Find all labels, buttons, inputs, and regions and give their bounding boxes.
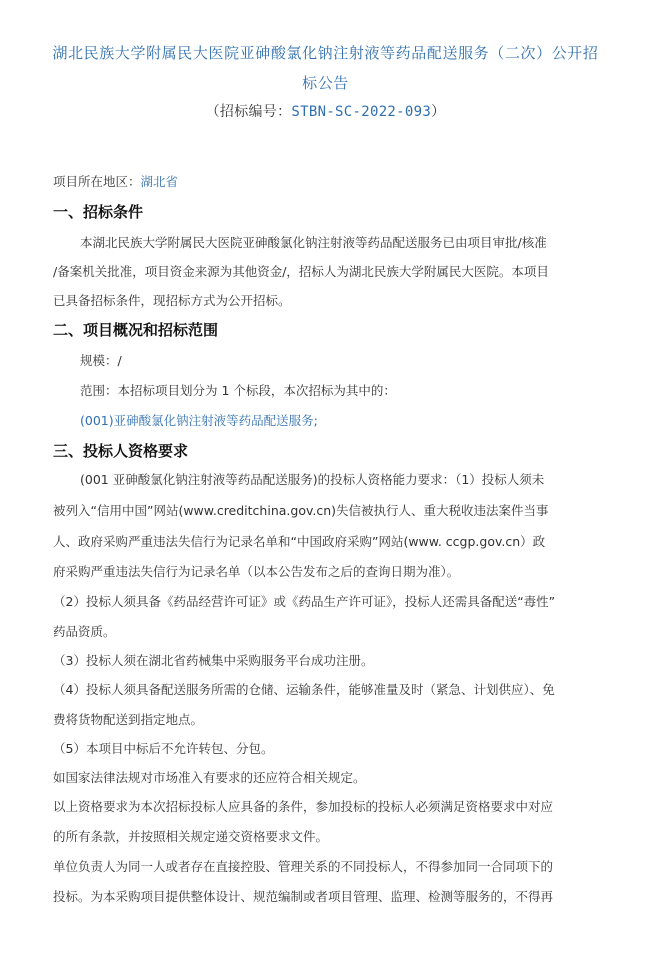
section3-line: （2）投标人须具备《药品经营许可证》或《药品生产许可证》，投标人还需具备配送“毒性”	[53, 594, 556, 609]
section3-line: 的所有条款，并按照相关规定递交资格要求文件。	[53, 829, 329, 844]
section1-line: 本湖北民族大学附属民大医院亚砷酸氯化钠注射液等药品配送服务已由项目审批/核准	[80, 235, 547, 250]
tender-code-suffix: ）	[431, 104, 446, 120]
section1-line: /备案机关批准，项目资金来源为其他资金/，招标人为湖北民族大学附属民大医院。本项目	[53, 264, 549, 279]
section3-line: 人、政府采购严重违法失信行为记录名单和“中国政府采购”网站(www. ccgp.gov.cn）政	[53, 534, 546, 549]
section3-line: （4）投标人须具备配送服务所需的仓储、运输条件，能够准量及时（紧急、计划供应）、免	[53, 682, 555, 697]
section3-line: 投标。为本采购项目提供整体设计、规范编制或者项目管理、监理、检测等服务的，不得再	[53, 889, 554, 904]
section3-line: 被列入“信用中国”网站(www.creditchina.gov.cn)失信被执行人、重大税收违法案件当事	[53, 503, 549, 518]
notice-title-line1: 湖北民族大学附属民大医院亚砷酸氯化钠注射液等药品配送服务（二次）公开招	[52, 44, 599, 62]
section3-line: 费将货物配送到指定地点。	[53, 712, 204, 727]
section2-heading: 二、项目概况和招标范围	[53, 321, 219, 339]
notice-title-line2: 标公告	[302, 74, 349, 92]
section3-heading: 三、投标人资格要求	[53, 442, 189, 460]
section1-heading: 一、招标条件	[53, 203, 144, 221]
section3-line: （3）投标人须在湖北省药械集中采购服务平台成功注册。	[53, 653, 374, 668]
section3-line: 如国家法律法规对市场准入有要求的还应符合相关规定。	[53, 770, 366, 785]
section2-lot: (001)亚砷酸氯化钠注射液等药品配送服务;	[80, 413, 318, 428]
section3-line: 药品资质。	[53, 624, 116, 639]
tender-code-value: STBN-SC-2022-093	[291, 104, 432, 120]
section3-line: 府采购严重违法失信行为记录名单（以本公告发布之后的查询日期为准）。	[53, 564, 460, 579]
section1-line: 已具备招标条件，现招标方式为公开招标。	[53, 293, 291, 308]
section2-scope: 范围：本招标项目划分为 1 个标段，本次招标为其中的：	[80, 383, 396, 398]
section2-scale: 规模：/	[80, 353, 122, 368]
section3-line: （5）本项目中标后不允许转包、分包。	[53, 741, 274, 756]
section3-line: 单位负责人为同一人或者存在直接控股、管理关系的不同投标人，不得参加同一合同项下的	[53, 859, 554, 874]
tender-code	[0, 99, 651, 125]
region-line	[53, 172, 178, 192]
tender-code-prefix: （招标编号：	[205, 104, 292, 120]
region-label: 项目所在地区：	[53, 174, 141, 189]
section3-line: (001 亚砷酸氯化钠注射液等药品配送服务)的投标人资格能力要求：（1）投标人须未	[80, 472, 545, 487]
region-value: 湖北省	[140, 174, 179, 189]
section3-line: 以上资格要求为本次招标投标人应具备的条件，参加投标的投标人必须满足资格要求中对应	[53, 799, 554, 814]
